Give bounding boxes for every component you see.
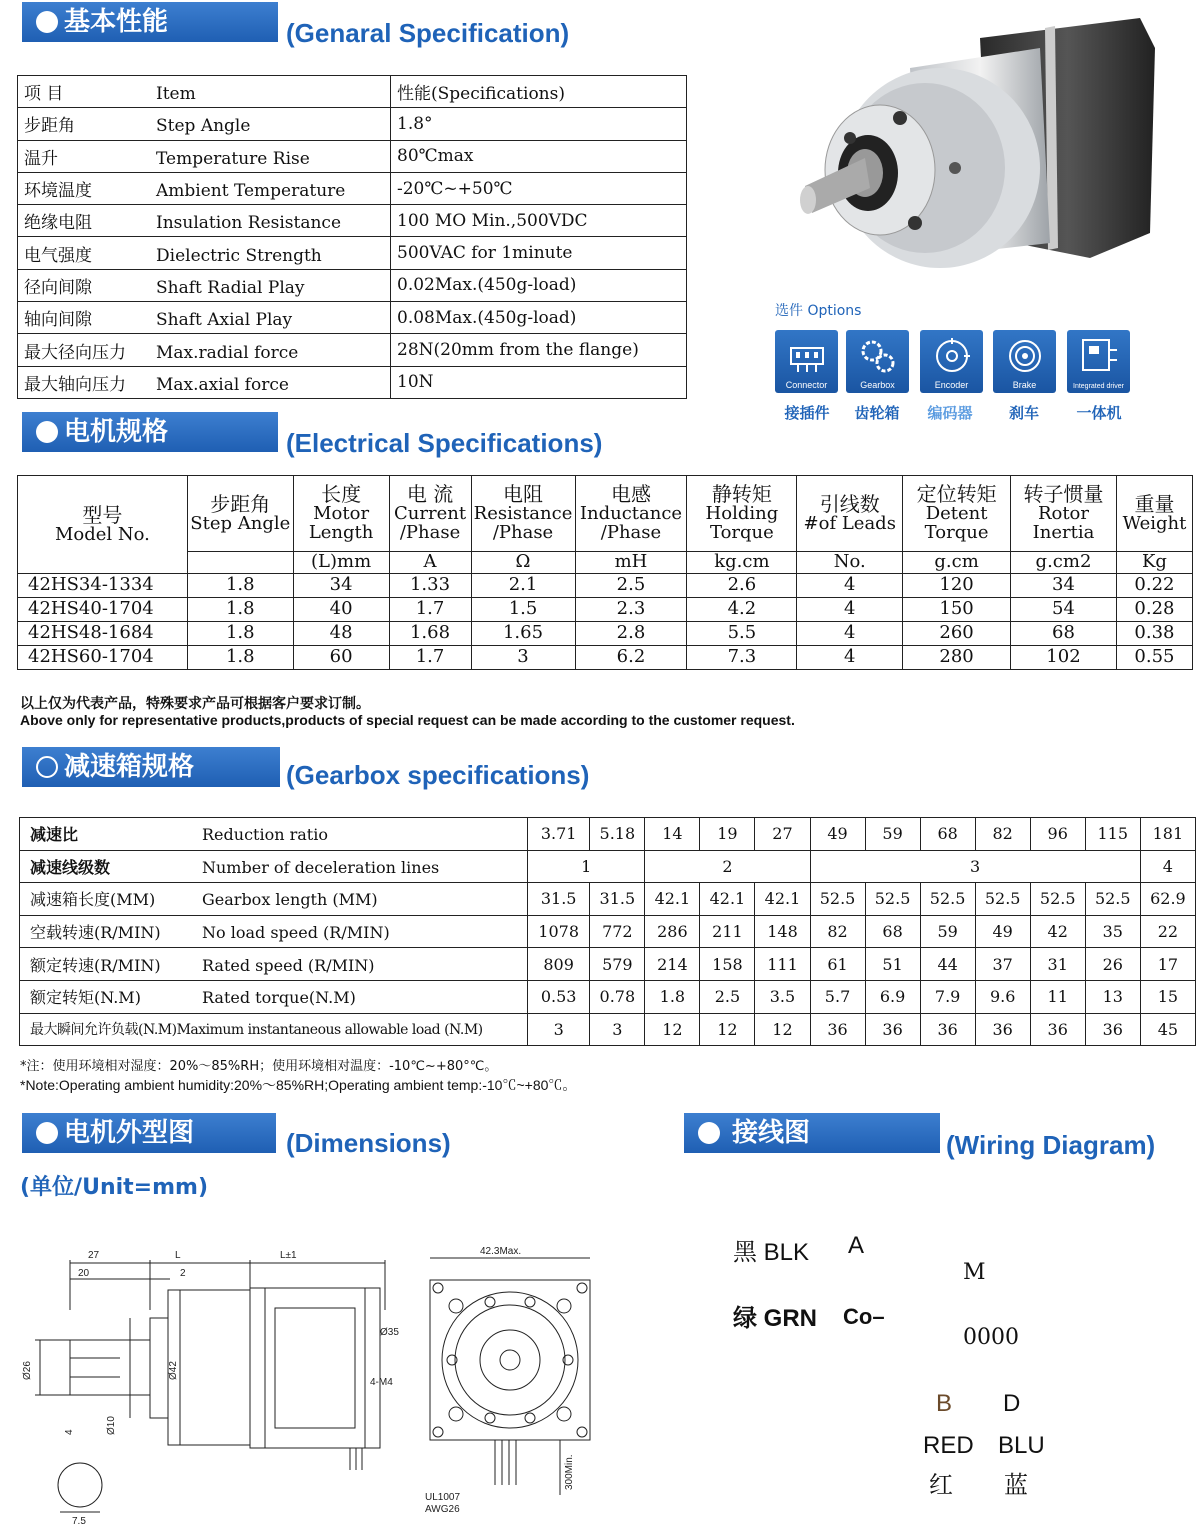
table-cell: 26 (1085, 948, 1140, 981)
encoder-icon (932, 336, 972, 376)
table-cell: 42.1 (645, 883, 700, 916)
connector-icon (787, 336, 827, 376)
table-cell: 150 (903, 598, 1011, 622)
dim-l1: L±1 (280, 1250, 297, 1261)
spec-value-cell: 性能(Specifications) (391, 76, 687, 108)
table-cell: 31 (1030, 948, 1085, 981)
table-cell: 4 (1140, 850, 1195, 883)
gearbox-spec-table (19, 817, 1196, 1046)
table-cell: 1.7 (389, 598, 471, 622)
section-title-wiring-en: (Wiring Diagram) (946, 1130, 1156, 1160)
table-cell: 5.18 (590, 818, 645, 851)
wire-co-label: Co– (843, 1304, 885, 1329)
wire-green-label: 绿 GRN (733, 1304, 818, 1332)
row-label: 最大瞬间允许负载(N.M)Maximum instantaneous allowable load (N.M) (20, 1013, 528, 1046)
column-header: 型号 Model No. (18, 476, 188, 574)
spec-item-cell: 环境温度 Ambient Temperature (18, 172, 391, 204)
row-label: 减速比 Reduction ratio (20, 818, 528, 851)
table-row (20, 980, 1196, 1013)
table-cell: 31.5 (528, 883, 590, 916)
table-cell: 52.5 (1085, 883, 1140, 916)
wire-a-label: A (848, 1232, 865, 1259)
table-cell: 15 (1140, 980, 1195, 1013)
section-header-gearbox (22, 747, 280, 787)
spec-value-cell: 10N (391, 366, 687, 398)
wire-red-zh: 红 (929, 1471, 953, 1499)
general-spec-row (18, 269, 687, 301)
table-cell: 3 (810, 850, 1140, 883)
table-cell: 260 (903, 622, 1011, 646)
column-header: 电阻 Resistance /Phase (471, 476, 575, 552)
table-cell: 809 (528, 948, 590, 981)
dim-l: L (175, 1250, 181, 1261)
bullet-dot-icon (36, 1122, 58, 1144)
table-cell: 1.8 (187, 646, 293, 670)
table-cell: 68 (1011, 622, 1117, 646)
general-spec-row (18, 366, 687, 398)
table-cell: 19 (700, 818, 755, 851)
section-header-general (22, 2, 278, 42)
table-cell: 52.5 (920, 883, 975, 916)
table-cell: 3 (528, 1013, 590, 1046)
section-title-gearbox-en: (Gearbox specifications) (286, 760, 590, 790)
option-label-gearbox: 齿轮箱 (854, 404, 900, 422)
table-cell: 48 (293, 622, 389, 646)
dim-75: 7.5 (72, 1516, 86, 1526)
spec-item-cell: 步距角 Step Angle (18, 108, 391, 140)
spec-value-cell: 500VAC for 1minute (391, 237, 687, 269)
table-cell: 52.5 (810, 883, 865, 916)
table-cell: 9.6 (975, 980, 1030, 1013)
dim-42: Ø42 (168, 1361, 179, 1380)
spec-value-cell: 1.8° (391, 108, 687, 140)
column-header: 重量 Weight (1116, 476, 1192, 552)
table-row (20, 915, 1196, 948)
table-cell: 31.5 (590, 883, 645, 916)
table-row (20, 1013, 1196, 1046)
option-brake[interactable]: Brake (993, 330, 1056, 393)
table-cell: 181 (1140, 818, 1195, 851)
column-header: 步距角 Step Angle (187, 476, 293, 552)
table-cell: 0.53 (528, 980, 590, 1013)
table-row (18, 646, 1193, 670)
table-cell: 82 (810, 915, 865, 948)
dim-20: 20 (78, 1268, 90, 1279)
column-header: 静转矩 Holding Torque (687, 476, 797, 552)
dim-10: Ø10 (106, 1416, 117, 1435)
row-label: 额定转速(R/MIN) Rated speed (R/MIN) (20, 948, 528, 981)
section-title-dimensions-en: (Dimensions) (286, 1128, 451, 1158)
general-spec-row (18, 108, 687, 140)
unit-cell: g.cm (903, 552, 1011, 574)
dim-ul1007: UL1007 (425, 1492, 461, 1503)
table-cell: 42HS40-1704 (18, 598, 188, 622)
table-cell: 7.3 (687, 646, 797, 670)
table-cell: 2.6 (687, 574, 797, 598)
row-label: 额定转矩(N.M) Rated torque(N.M) (20, 980, 528, 1013)
table-cell: 45 (1140, 1013, 1195, 1046)
table-cell: 68 (865, 915, 920, 948)
table-cell: 115 (1085, 818, 1140, 851)
unit-cell (187, 552, 293, 574)
dim-300: 300Min. (564, 1454, 575, 1490)
dimensions-unit: (单位/Unit=mm) (20, 1175, 209, 1200)
table-cell: 49 (975, 915, 1030, 948)
table-cell: 111 (755, 948, 810, 981)
table-cell: 0.22 (1116, 574, 1192, 598)
table-cell: 4 (797, 646, 903, 670)
table-cell: 37 (975, 948, 1030, 981)
table-cell: 36 (1030, 1013, 1085, 1046)
table-cell: 61 (810, 948, 865, 981)
wire-blue-zh: 蓝 (1004, 1471, 1028, 1499)
table-cell: 54 (1011, 598, 1117, 622)
electrical-header-row (18, 476, 1193, 552)
table-cell: 0.28 (1116, 598, 1192, 622)
table-cell: 35 (1085, 915, 1140, 948)
table-cell: 1.7 (389, 646, 471, 670)
motor-photo (790, 8, 1185, 273)
table-cell: 17 (1140, 948, 1195, 981)
dim-27: 27 (88, 1250, 100, 1261)
table-cell: 4.2 (687, 598, 797, 622)
unit-cell: (L)mm (293, 552, 389, 574)
spec-value-cell: 0.08Max.(450g-load) (391, 302, 687, 334)
column-header: 引线数 #of Leads (797, 476, 903, 552)
spec-value-cell: 28N(20mm from the flange) (391, 334, 687, 366)
unit-cell: kg.cm (687, 552, 797, 574)
table-cell: 211 (700, 915, 755, 948)
table-cell: 52.5 (1030, 883, 1085, 916)
table-cell: 1.8 (645, 980, 700, 1013)
table-cell: 42.1 (700, 883, 755, 916)
table-cell: 82 (975, 818, 1030, 851)
table-cell: 158 (700, 948, 755, 981)
header-title: 电机外型图 (64, 1118, 195, 1148)
section-header-electrical (22, 412, 278, 452)
table-cell: 3 (471, 646, 575, 670)
table-cell: 14 (645, 818, 700, 851)
table-cell: 1 (528, 850, 645, 883)
dim-awg26: AWG26 (425, 1504, 460, 1515)
table-cell: 579 (590, 948, 645, 981)
table-cell: 3.5 (755, 980, 810, 1013)
dim-26: Ø26 (22, 1361, 33, 1380)
table-cell: 2 (645, 850, 810, 883)
column-header: 定位转矩 Detent Torque (903, 476, 1011, 552)
electrical-spec-table (17, 475, 1193, 670)
table-cell: 36 (920, 1013, 975, 1046)
spec-item-cell: 轴向间隙 Shaft Axial Play (18, 302, 391, 334)
dimension-drawing (20, 1230, 620, 1526)
header-title: 减速箱规格 (64, 752, 195, 782)
table-cell: 59 (865, 818, 920, 851)
table-cell: 51 (865, 948, 920, 981)
table-cell: 34 (1011, 574, 1117, 598)
table-row (18, 598, 1193, 622)
table-cell: 3 (590, 1013, 645, 1046)
row-label: 减速线级数 Number of deceleration lines (20, 850, 528, 883)
wire-black-label: 黑 BLK (733, 1238, 810, 1266)
table-cell: 27 (755, 818, 810, 851)
table-cell: 1.8 (187, 622, 293, 646)
gearbox-note-zh: *注：使用环境相对湿度：20%～85%RH；使用环境相对温度：-10℃~+80°℃。 (20, 1059, 498, 1074)
spec-item-cell: 温升 Temperature Rise (18, 140, 391, 172)
table-cell: 148 (755, 915, 810, 948)
unit-cell: No. (797, 552, 903, 574)
option-label-brake: 刹车 (1008, 404, 1039, 422)
table-cell: 2.8 (575, 622, 687, 646)
section-header-wiring (684, 1113, 940, 1153)
option-label-connector: 接插件 (784, 404, 830, 422)
table-cell: 7.9 (920, 980, 975, 1013)
dim-423: 42.3Max. (480, 1246, 522, 1257)
bullet-dot-icon (36, 421, 58, 443)
electrical-note-zh: 以上仅为代表产品，特殊要求产品可根据客户要求订制。 (20, 696, 370, 712)
wire-b-label: B (936, 1390, 953, 1417)
table-cell: 12 (645, 1013, 700, 1046)
integrated-driver-icon (1079, 336, 1119, 376)
bullet-dot-icon (36, 11, 58, 33)
spec-value-cell: -20℃~+50℃ (391, 172, 687, 204)
unit-cell: g.cm2 (1011, 552, 1117, 574)
ratio-row (20, 818, 1196, 851)
gearbox-icon (858, 336, 898, 376)
table-cell: 1.5 (471, 598, 575, 622)
table-row (20, 883, 1196, 916)
general-spec-row (18, 172, 687, 204)
table-cell: 42 (1030, 915, 1085, 948)
column-header: 电 流 Current /Phase (389, 476, 471, 552)
column-header: 长度 Motor Length (293, 476, 389, 552)
brake-icon (1005, 336, 1045, 376)
header-title: 接线图 (732, 1118, 811, 1148)
table-cell: 2.1 (471, 574, 575, 598)
table-cell: 280 (903, 646, 1011, 670)
table-cell: 1.65 (471, 622, 575, 646)
table-row (18, 622, 1193, 646)
option-encoder[interactable]: Encoder (920, 330, 983, 393)
row-label: 减速箱长度(MM) Gearbox length (MM) (20, 883, 528, 916)
general-spec-row (18, 140, 687, 172)
table-cell: 52.5 (975, 883, 1030, 916)
general-spec-table (17, 75, 687, 399)
spec-item-cell: 电气强度 Dielectric Strength (18, 237, 391, 269)
table-row (20, 948, 1196, 981)
table-cell: 60 (293, 646, 389, 670)
dim-m4: 4-M4 (370, 1377, 393, 1388)
table-cell: 6.9 (865, 980, 920, 1013)
table-cell: 59 (920, 915, 975, 948)
table-cell: 2.3 (575, 598, 687, 622)
dim-2: 2 (180, 1268, 186, 1279)
section-title-general-en: (Genaral Specification) (286, 18, 570, 48)
table-cell: 3.71 (528, 818, 590, 851)
general-spec-row (18, 237, 687, 269)
table-cell: 96 (1030, 818, 1085, 851)
table-cell: 36 (810, 1013, 865, 1046)
electrical-unit-row (18, 552, 1193, 574)
table-cell: 214 (645, 948, 700, 981)
table-cell: 62.9 (1140, 883, 1195, 916)
bullet-dot-icon (698, 1122, 720, 1144)
table-cell: 4 (797, 598, 903, 622)
table-cell: 52.5 (865, 883, 920, 916)
table-cell: 36 (975, 1013, 1030, 1046)
table-cell: 42.1 (755, 883, 810, 916)
table-cell: 1.33 (389, 574, 471, 598)
dim-4: 4 (64, 1429, 75, 1435)
table-cell: 1.8 (187, 598, 293, 622)
unit-cell: mH (575, 552, 687, 574)
table-cell: 36 (1085, 1013, 1140, 1046)
spec-item-cell: 绝缘电阻 Insulation Resistance (18, 205, 391, 237)
general-spec-row (18, 205, 687, 237)
unit-cell: A (389, 552, 471, 574)
table-cell: 5.7 (810, 980, 865, 1013)
option-label-integrated-driver: 一体机 (1076, 404, 1122, 422)
table-cell: 2.5 (575, 574, 687, 598)
table-cell: 0.78 (590, 980, 645, 1013)
unit-cell: Ω (471, 552, 575, 574)
spec-item-cell: 项 目 Item (18, 76, 391, 108)
header-title: 电机规格 (64, 417, 169, 447)
table-cell: 102 (1011, 646, 1117, 670)
table-cell: 36 (865, 1013, 920, 1046)
spec-item-cell: 最大轴向压力 Max.axial force (18, 366, 391, 398)
wire-blue-label: BLU (998, 1432, 1045, 1459)
table-cell: 42HS48-1684 (18, 622, 188, 646)
table-cell: 42HS60-1704 (18, 646, 188, 670)
table-cell: 44 (920, 948, 975, 981)
table-cell: 0.55 (1116, 646, 1192, 670)
table-cell: 22 (1140, 915, 1195, 948)
table-cell: 0.38 (1116, 622, 1192, 646)
table-cell: 42HS34-1334 (18, 574, 188, 598)
table-cell: 49 (810, 818, 865, 851)
table-cell: 120 (903, 574, 1011, 598)
electrical-note-en: Above only for representative products,products of special request can be made according to the customer request. (20, 712, 795, 728)
spec-value-cell: 100 MO Min.,500VDC (391, 205, 687, 237)
header-title: 基本性能 (64, 7, 169, 37)
table-cell: 68 (920, 818, 975, 851)
general-spec-row (18, 302, 687, 334)
wire-red-label: RED (923, 1432, 974, 1459)
section-header-dimensions (22, 1113, 276, 1153)
option-gearbox[interactable]: Gearbox (846, 330, 909, 393)
table-cell: 34 (293, 574, 389, 598)
stage-row (20, 850, 1196, 883)
table-cell: 40 (293, 598, 389, 622)
table-row (18, 574, 1193, 598)
bullet-ring-icon (36, 756, 58, 778)
row-label: 空载转速(R/MIN) No load speed (R/MIN) (20, 915, 528, 948)
table-cell: 4 (797, 574, 903, 598)
spec-item-cell: 径向间隙 Shaft Radial Play (18, 269, 391, 301)
table-cell: 12 (755, 1013, 810, 1046)
motor-m-label: M (963, 1260, 986, 1285)
spec-value-cell: 0.02Max.(450g-load) (391, 269, 687, 301)
table-cell: 4 (797, 622, 903, 646)
spec-item-cell: 最大径向压力 Max.radial force (18, 334, 391, 366)
options-title: 选件 Options (775, 303, 862, 319)
unit-cell: Kg (1116, 552, 1192, 574)
general-spec-row (18, 76, 687, 108)
table-cell: 5.5 (687, 622, 797, 646)
table-cell: 2.5 (700, 980, 755, 1013)
option-integrated-driver[interactable]: Integrated driver (1067, 330, 1130, 393)
option-label-encoder: 编码器 (927, 404, 973, 422)
table-cell: 1078 (528, 915, 590, 948)
general-spec-row (18, 334, 687, 366)
column-header: 转子惯量 Rotor Inertia (1011, 476, 1117, 552)
table-cell: 1.68 (389, 622, 471, 646)
section-title-electrical-en: (Electrical Specifications) (286, 428, 603, 458)
table-cell: 1.8 (187, 574, 293, 598)
coil-symbol: 0000 (963, 1325, 1019, 1350)
table-cell: 13 (1085, 980, 1140, 1013)
wire-d-label: D (1003, 1390, 1021, 1417)
table-cell: 772 (590, 915, 645, 948)
spec-value-cell: 80℃max (391, 140, 687, 172)
table-cell: 286 (645, 915, 700, 948)
table-cell: 11 (1030, 980, 1085, 1013)
dim-35: Ø35 (380, 1327, 399, 1338)
table-cell: 12 (700, 1013, 755, 1046)
column-header: 电感 Inductance /Phase (575, 476, 687, 552)
option-connector[interactable]: Connector (775, 330, 838, 393)
gearbox-note-en: *Note:Operating ambient humidity:20%～85%RH;Operating ambient temp:-10℃~+80℃。 (20, 1077, 577, 1093)
table-cell: 6.2 (575, 646, 687, 670)
